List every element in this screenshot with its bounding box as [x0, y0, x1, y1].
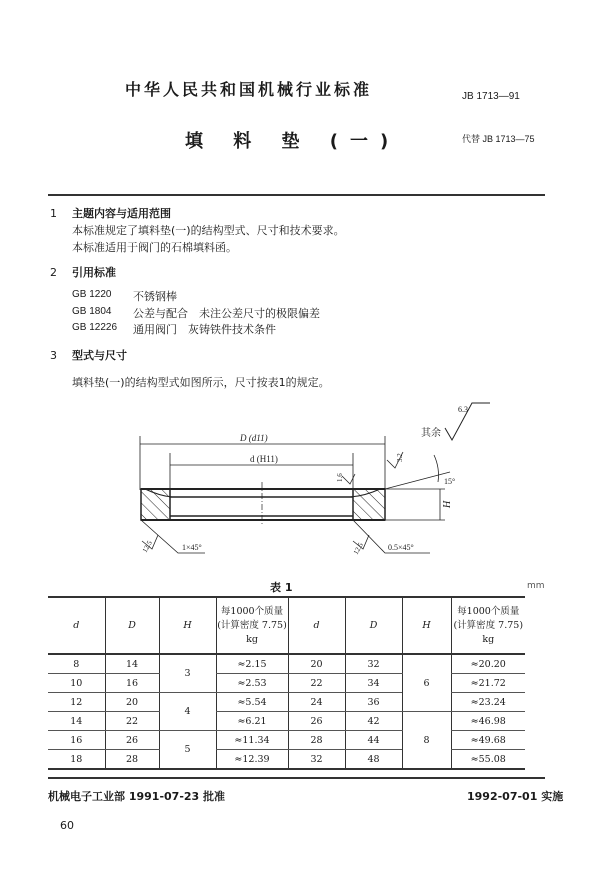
- density-line: (计算密度 7.75): [453, 619, 524, 631]
- rough-right: 12.5: [351, 541, 365, 556]
- cell-d: 10: [48, 674, 105, 693]
- cell-mass: ≈12.39: [216, 750, 288, 770]
- cell-d: 18: [48, 750, 105, 770]
- dimensions-table: [48, 596, 525, 770]
- header-H: H: [402, 597, 451, 654]
- cell-mass: ≈20.20: [451, 654, 525, 674]
- ref-code: GB 1220: [72, 289, 112, 300]
- cell-D: 26: [105, 731, 159, 750]
- section-title: 引用标准: [72, 266, 116, 279]
- cell-mass: ≈23.24: [451, 693, 525, 712]
- footer-divider: [48, 777, 545, 779]
- cell-mass: ≈49.68: [451, 731, 525, 750]
- angle-label: 15°: [444, 477, 456, 486]
- chamfer: [145, 489, 380, 497]
- cell-d: 32: [288, 750, 345, 770]
- header-D: D: [345, 597, 402, 654]
- angle-line: [385, 472, 450, 489]
- header-H: H: [159, 597, 216, 654]
- section-number: 2: [50, 266, 57, 279]
- section-title: 主题内容与适用范围: [72, 207, 171, 220]
- cell-D: 42: [345, 712, 402, 731]
- header-mass: [451, 597, 525, 654]
- ref-title: 公差与配合 未注公差尺寸的极限偏差: [133, 307, 320, 320]
- rest-roughness: 6.3: [458, 405, 468, 414]
- header-d: d: [48, 597, 105, 654]
- chamfer-left-label: 1×45°: [182, 543, 202, 552]
- cell-D: 14: [105, 654, 159, 674]
- cell-mass: ≈11.34: [216, 731, 288, 750]
- header-D: D: [105, 597, 159, 654]
- chamfer-right-label: 0.5×45°: [388, 543, 414, 552]
- replaces-code: 代替 JB 1713—75: [462, 134, 535, 144]
- section-number: 1: [50, 207, 57, 220]
- mass-line: 每1000个质量: [457, 605, 520, 617]
- cell-D: 34: [345, 674, 402, 693]
- table-caption: 表 1: [270, 581, 293, 594]
- density-line: (计算密度 7.75): [217, 619, 287, 631]
- rest-label: 其余: [421, 428, 441, 439]
- cell-d: 14: [48, 712, 105, 731]
- table-row: [48, 693, 525, 712]
- cell-H: 4: [159, 693, 216, 731]
- effective-date: 1992-07-01 实施: [467, 790, 564, 803]
- cell-mass: ≈55.08: [451, 750, 525, 770]
- cell-d: 28: [288, 731, 345, 750]
- table-row: [48, 654, 525, 674]
- unit-line: kg: [246, 633, 258, 645]
- body-line: 本标准适用于阀门的石棉填料函。: [72, 241, 237, 254]
- standard-code: JB 1713—91: [462, 91, 520, 102]
- cell-mass: ≈2.53: [216, 674, 288, 693]
- cell-mass: ≈46.98: [451, 712, 525, 731]
- cell-D: 32: [345, 654, 402, 674]
- table-row: [48, 731, 525, 750]
- table-row: [48, 674, 525, 693]
- header-d: d: [288, 597, 345, 654]
- cell-d: 26: [288, 712, 345, 731]
- unit-line: kg: [482, 633, 495, 645]
- cell-D: 16: [105, 674, 159, 693]
- cell-H: 8: [402, 712, 451, 770]
- cell-D: 22: [105, 712, 159, 731]
- cell-mass: ≈6.21: [216, 712, 288, 731]
- cell-D: 28: [105, 750, 159, 770]
- angle-arc: [434, 455, 439, 482]
- cell-H: 6: [402, 654, 451, 712]
- cell-H: 5: [159, 731, 216, 770]
- cell-d: 8: [48, 654, 105, 674]
- page-number: 60: [60, 819, 74, 832]
- ref-code: GB 12226: [72, 322, 118, 333]
- ref-code: GB 1804: [72, 306, 112, 317]
- cell-d: 20: [288, 654, 345, 674]
- cell-d: 22: [288, 674, 345, 693]
- header-mass: [216, 597, 288, 654]
- cell-H: 3: [159, 654, 216, 693]
- cell-mass: ≈21.72: [451, 674, 525, 693]
- cell-D: 44: [345, 731, 402, 750]
- cell-d: 24: [288, 693, 345, 712]
- cell-D: 48: [345, 750, 402, 770]
- cell-d: 16: [48, 731, 105, 750]
- cell-D: 20: [105, 693, 159, 712]
- table-header-row: [48, 597, 525, 654]
- cell-D: 36: [345, 693, 402, 712]
- rough-left: 12.5: [140, 539, 154, 554]
- D-label: D (d11): [240, 433, 268, 443]
- cell-mass: ≈5.54: [216, 693, 288, 712]
- standard-org: 中华人民共和国机械行业标准: [125, 80, 373, 99]
- section-title: 型式与尺寸: [72, 349, 127, 362]
- section-number: 3: [50, 349, 57, 362]
- table-row: [48, 712, 525, 731]
- body-line: 填料垫(一)的结构型式如图所示，尺寸按表1的规定。: [72, 376, 330, 389]
- table-row: [48, 750, 525, 770]
- rough-outer: 3.2: [396, 453, 404, 462]
- ref-title: 通用阀门 灰铸铁件技术条件: [133, 323, 276, 336]
- page-title: 填 料 垫 (一): [185, 131, 401, 152]
- cell-mass: ≈2.15: [216, 654, 288, 674]
- cell-d: 12: [48, 693, 105, 712]
- d-label: d (H11): [250, 454, 278, 464]
- rough-inner: 1.6: [336, 473, 344, 482]
- body-line: 本标准规定了填料垫(一)的结构型式、尺寸和技术要求。: [72, 224, 345, 237]
- mass-line: 每1000个质量: [220, 605, 284, 617]
- table-unit: mm: [527, 581, 545, 591]
- ref-title: 不锈钢棒: [133, 290, 177, 303]
- H-label: H: [442, 500, 453, 508]
- approval-info: 机械电子工业部 1991-07-23 批准: [48, 790, 226, 803]
